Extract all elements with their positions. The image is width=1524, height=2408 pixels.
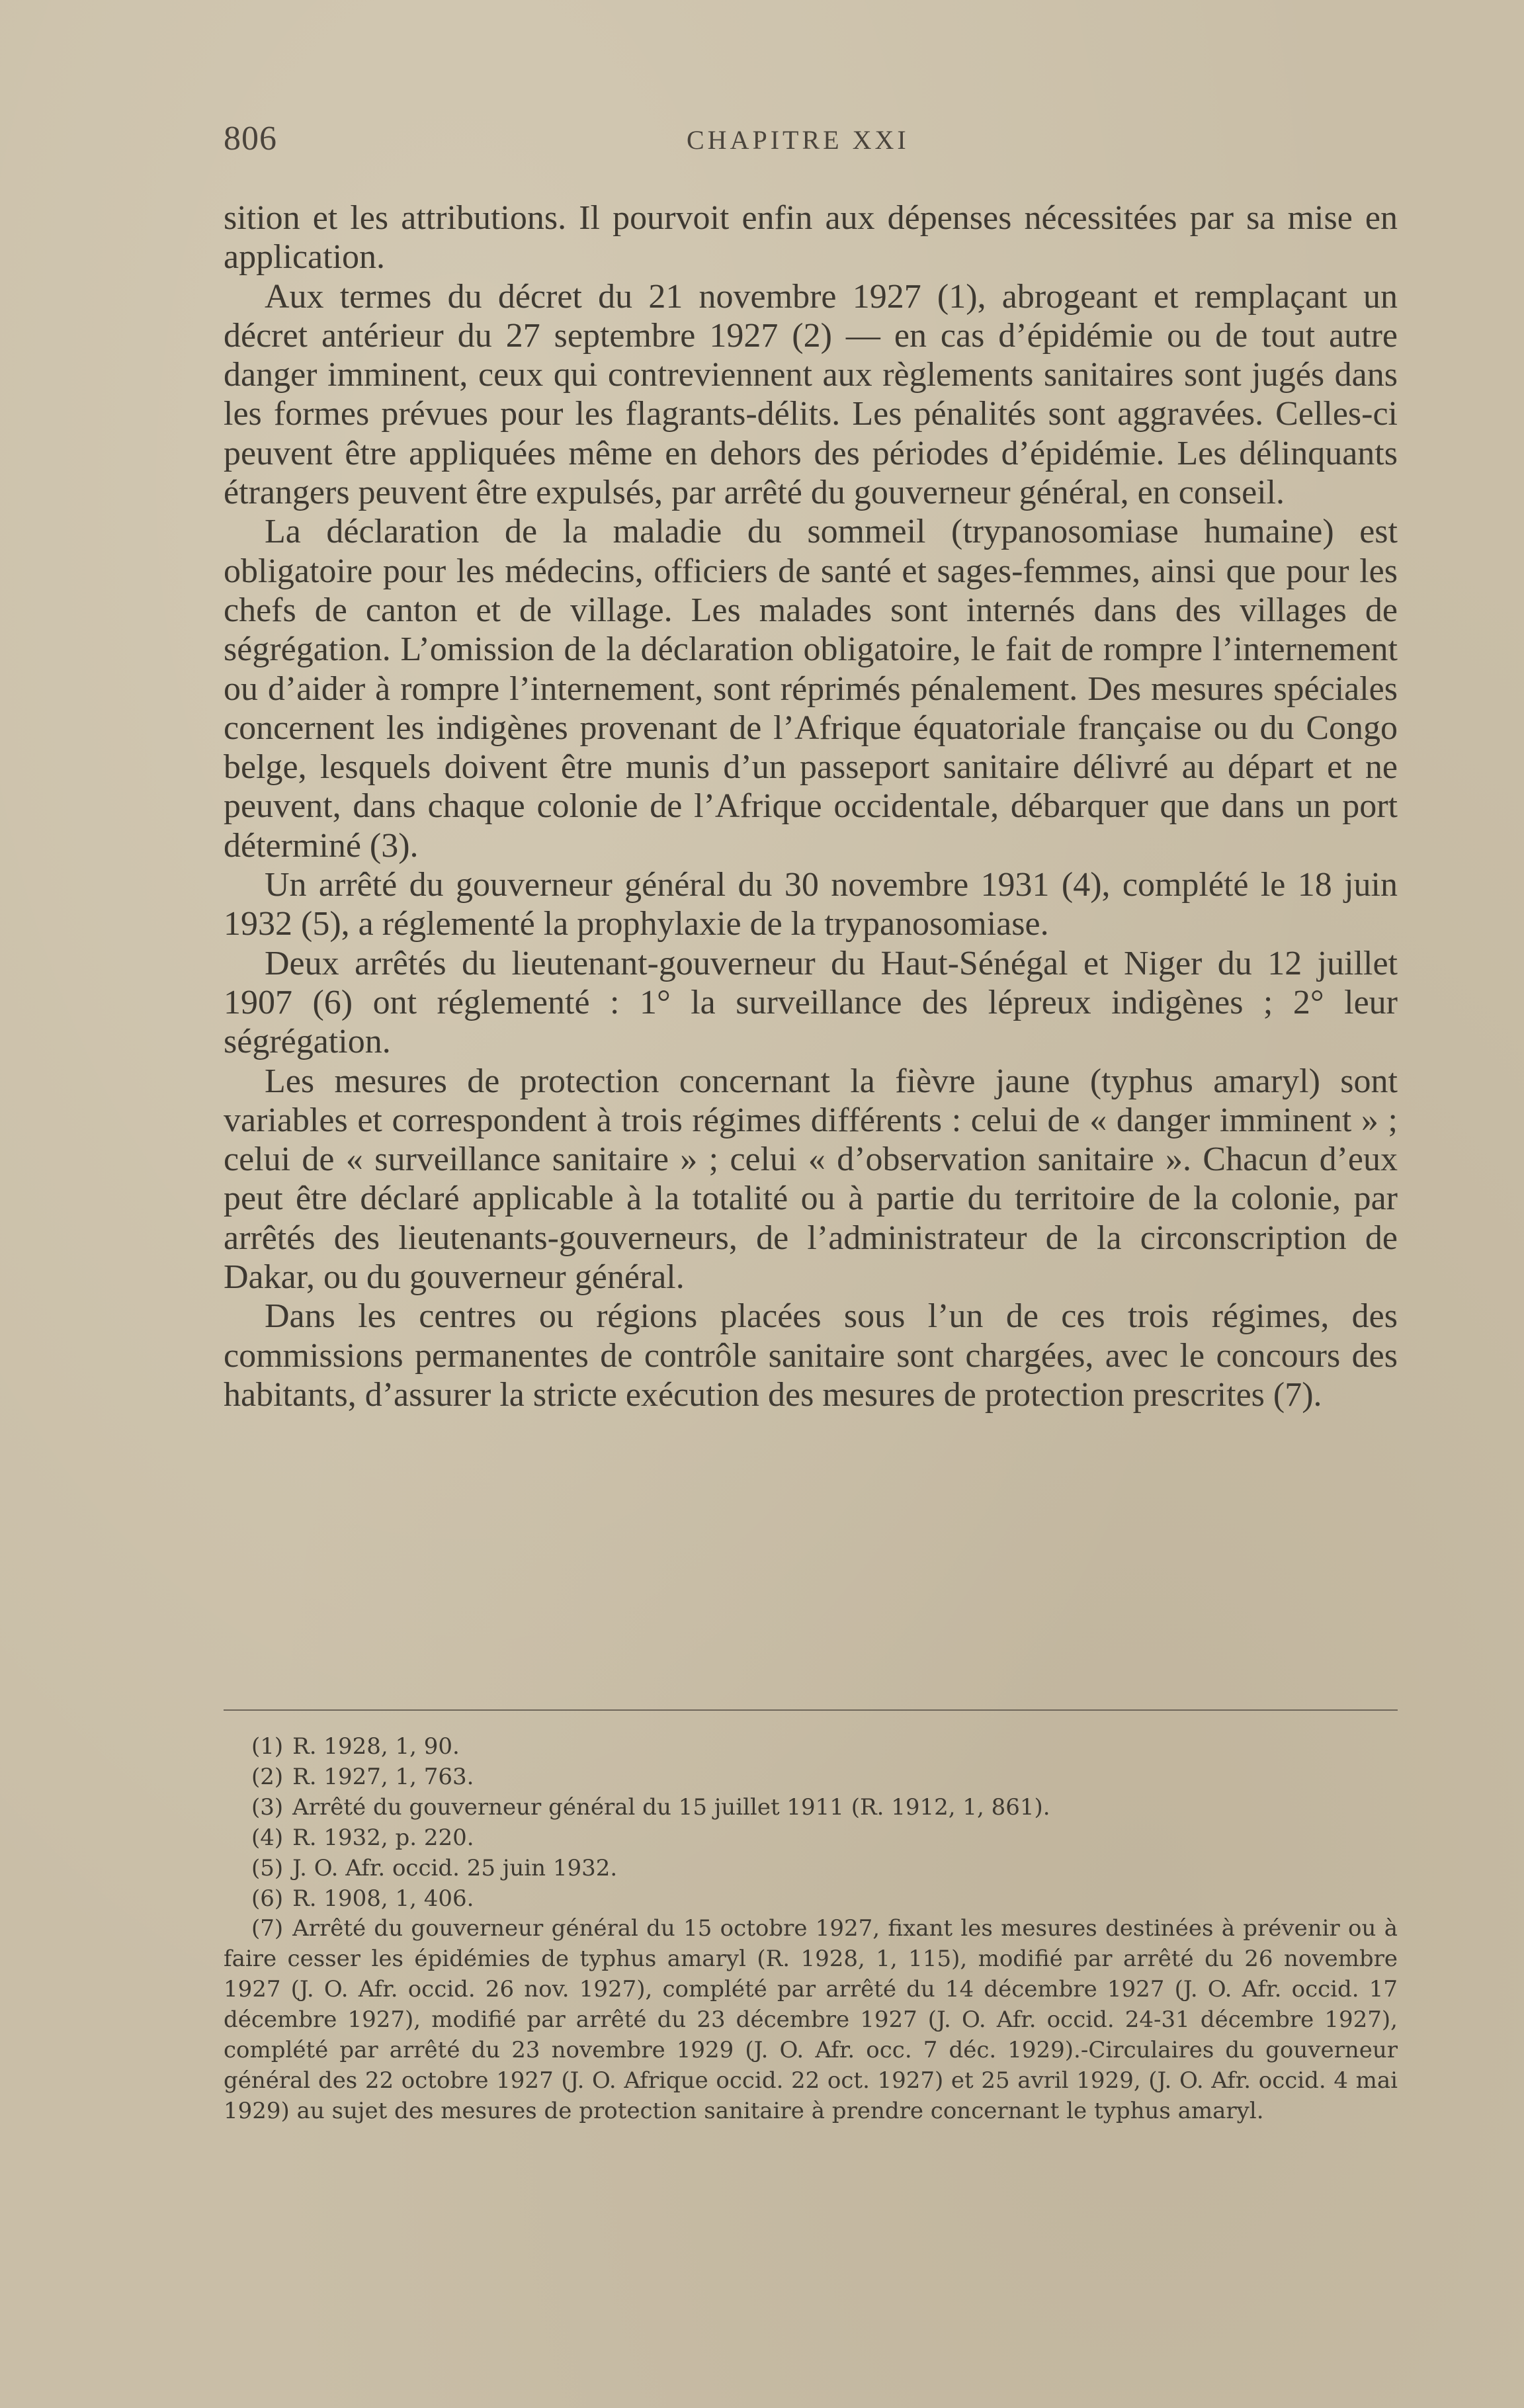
footnote-2	[224, 1762, 1398, 1793]
paragraph-trypanosomiasis-decree: Un arrêté du gouverneur général du 30 novembre 1931 (4), complété le 18 juin 1932 (5), a réglementé la prophylaxie de la trypanosomiase.	[224, 866, 1398, 943]
footnote-mark: (3)	[251, 1793, 284, 1821]
footnote-text: R. 1928, 1, 90.	[292, 1733, 460, 1760]
footnote-3	[224, 1793, 1398, 1823]
footnote-1	[224, 1732, 1398, 1762]
footnote-mark: (6)	[251, 1885, 284, 1912]
footnote-mark: (4)	[251, 1824, 284, 1851]
footnote-mark: (1)	[251, 1733, 284, 1760]
paragraph-sleeping-sickness: La déclaration de la maladie du sommeil (trypanosomiase humaine) est obligatoire pour les médecins, officiers de santé et sages-femmes, ainsi que pour les chefs de canton et de village. Les malades sont internés dans des villages de ségrégation. L’omission de la déclaration obligatoire, le fait de rompre l’internement ou d’aider à rompre l’internement, sont réprimés pénalement. Des mesures spéciales concernent les indigènes provenant de l’Afrique équatoriale française ou du Congo belge, lesquels doivent être munis d’un passeport sanitaire délivré au départ et ne peuvent, dans chaque colonie de l’Afrique occidentale, débarquer que dans un port déterminé (3).	[224, 513, 1398, 865]
footnote-text: R. 1908, 1, 406.	[292, 1885, 474, 1912]
paragraph-yellow-fever: Les mesures de protection concernant la fièvre jaune (typhus amaryl) sont variables et correspondent à trois régimes différents : celui de « danger imminent » ; celui de « surveillance sanitaire » ; celui « d’observation sanitaire ». Chacun d’eux peut être déclaré applicable à la totalité ou à partie du territoire de la colonie, par arrêtés des lieutenants-gouverneurs, de l’administrateur de la circonscription de Dakar, ou du gouverneur général.	[224, 1062, 1398, 1297]
chapter-title: CHAPITRE XXI	[687, 125, 910, 155]
footnote-mark: (7)	[251, 1915, 284, 1942]
page-number: 806	[224, 120, 277, 157]
paragraph-commissions: Dans les centres ou régions placées sous l’un de ces trois régimes, des commissions permanentes de contrôle sanitaire sont chargées, avec le concours des habitants, d’assurer la stricte exécution des mesures de protection prescrites (7).	[224, 1297, 1398, 1414]
footnote-text: R. 1927, 1, 763.	[292, 1763, 474, 1790]
body-text	[224, 198, 1398, 1414]
footnote-mark: (5)	[251, 1854, 284, 1881]
footnote-text: R. 1932, p. 220.	[292, 1824, 474, 1851]
footnote-6	[224, 1884, 1398, 1914]
paragraph-decree-1927: Aux termes du décret du 21 novembre 1927 (1), abrogeant et remplaçant un décret antérieur du 27 septembre 1927 (2) — en cas d’épidémie ou de tout autre danger imminent, ceux qui contreviennent aux règlements sanitaires sont jugés dans les formes prévues pour les flagrants-délits. Les pénalités sont aggravées. Celles-ci peuvent être appliquées même en dehors des périodes d’épidémie. Les délinquants étrangers peuvent être expulsés, par arrêté du gouverneur général, en conseil.	[224, 277, 1398, 512]
running-head	[224, 119, 1401, 172]
footnote-text: J. O. Afr. occid. 25 juin 1932.	[292, 1854, 618, 1881]
footnote-4	[224, 1823, 1398, 1854]
footnote-rule	[224, 1709, 1398, 1711]
paragraph-continuation: sition et les attributions. Il pourvoit enfin aux dépenses nécessitées par sa mise en application.	[224, 199, 1398, 277]
footnote-text: Arrêté du gouverneur général du 15 juillet 1911 (R. 1912, 1, 861).	[292, 1793, 1050, 1821]
paragraph-leprosy: Deux arrêtés du lieutenant-gouverneur du Haut-Sénégal et Niger du 12 juillet 1907 (6) ont réglementé : 1° la surveillance des lépreux indigènes ; 2° leur ségrégation.	[224, 944, 1398, 1061]
footnote-5	[224, 1854, 1398, 1884]
footnotes	[224, 1732, 1398, 2127]
footnote-mark: (2)	[251, 1763, 284, 1790]
footnote-text: Arrêté du gouverneur général du 15 octobre 1927, fixant les mesures destinées à prévenir ou à faire cesser les épidémies de typhus amaryl (R. 1928, 1, 115), modifié par arrêté du 26 novembre 1927 (J. O. Afr. occid. 26 nov. 1927), complété par arrêté du 14 décembre 1927 (J. O. Afr. occid. 17 décembre 1927), modifié par arrêté du 23 décembre 1927 (J. O. Afr. occid. 24-31 décembre 1927), complété par arrêté du 23 novembre 1929 (J. O. Afr. occ. 7 déc. 1929).-Circulaires du gouverneur général des 22 octobre 1927 (J. O. Afrique occid. 22 oct. 1927) et 25 avril 1929, (J. O. Afr. occid. 4 mai 1929) au sujet des mesures de protection sanitaire à prendre concernant le typhus amaryl.	[224, 1915, 1398, 2124]
footnote-7	[224, 1914, 1398, 2126]
